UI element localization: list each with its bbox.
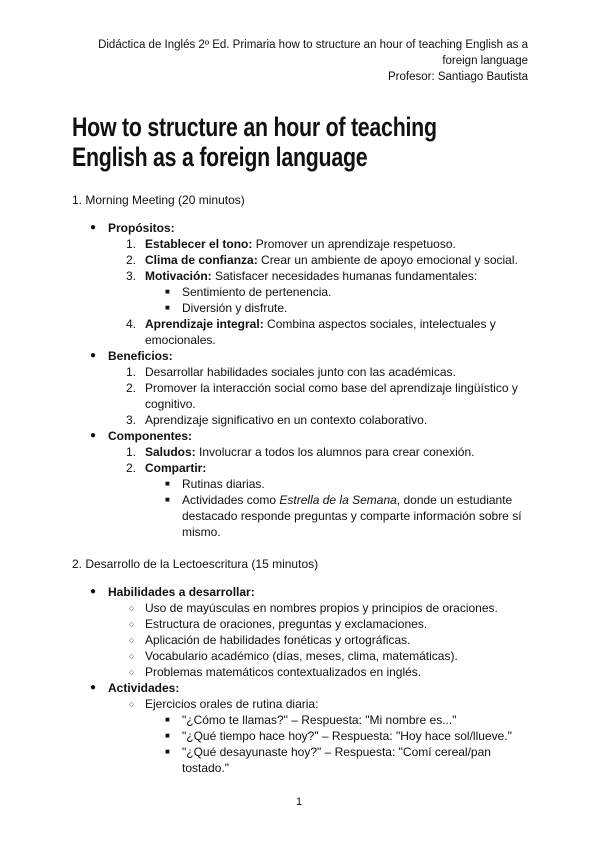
list-item: ● Componentes: 1. Saludos: Involucrar a todos los alumnos para crear conexión. 2. Compartir: ■ Rutinas diarias. ■ Actividades como Estrella de la Semana, donde un estudiante destacado responde preguntas y comparte información sobre sí mismo. <box>72 428 532 540</box>
sub-list <box>145 476 532 540</box>
header-professor: Profesor: Santiago Bautista <box>388 71 528 83</box>
circle-bullet-icon: ○ <box>129 667 135 677</box>
circle-bullet-icon: ○ <box>129 603 135 613</box>
document-body <box>72 192 532 776</box>
document-title: How to structure an hour of teaching English as a foreign language <box>72 112 437 172</box>
list-item: 4. Aprendizaje integral: Combina aspectos sociales, intelectuales y emocionales. <box>126 317 496 347</box>
list-item: ■ "¿Cómo te llamas?" – Respuesta: "Mi nombre es..." <box>165 713 457 727</box>
sub-list <box>145 712 532 776</box>
circle-bullet-icon: ○ <box>129 651 135 661</box>
list-item: 2. Clima de confianza: Crear un ambiente de apoyo emocional y social. <box>126 253 518 267</box>
square-bullet-icon: ■ <box>165 715 170 724</box>
list-item: 1. Desarrollar habilidades sociales junto con las académicas. <box>126 365 456 379</box>
bullet-icon: ● <box>90 682 97 693</box>
list-item: ● Actividades: ○ Ejercicios orales de rutina diaria: ■ "¿Cómo te llamas?" – Respuesta: "Mi nombre es..." ■ "¿Qué tiempo hace hoy?" – Respuesta: "Hoy hace sol/llueve." ■ "¿Qué desayunaste hoy?" – Respuesta: "Comí cereal/pan tostado." <box>72 680 532 776</box>
list-item: ● Beneficios: 1. Desarrollar habilidades sociales junto con las académicas. 2. Promover la interacción social como base del aprendizaje lingüístico y cognitivo. 3. Aprendizaje significativo en un contexto colaborativo. <box>72 348 532 428</box>
list-item: ■ Diversión y disfrute. <box>165 301 288 315</box>
section1-list <box>72 220 532 540</box>
circle-bullet-icon: ○ <box>129 619 135 629</box>
sub-list <box>108 696 532 776</box>
circle-bullet-icon: ○ <box>129 635 135 645</box>
numbered-list <box>108 236 532 348</box>
list-item: 1. Saludos: Involucrar a todos los alumnos para crear conexión. <box>126 445 475 459</box>
section2-list <box>72 584 532 776</box>
numbered-list <box>108 444 532 540</box>
list-item: ■ Actividades como Estrella de la Semana, donde un estudiante destacado responde preguntas y comparte información sobre sí mismo. <box>165 493 522 539</box>
list-item: ○ Ejercicios orales de rutina diaria: ■ "¿Cómo te llamas?" – Respuesta: "Mi nombre es..." ■ "¿Qué tiempo hace hoy?" – Respuesta: "Hoy hace sol/llueve." ■ "¿Qué desayunaste hoy?" – Respuesta: "Comí cereal/pan tostado." <box>108 696 532 776</box>
sub-list <box>145 284 532 316</box>
list-item: ○ Uso de mayúsculas en nombres propios y principios de oraciones. <box>129 601 498 615</box>
list-item: ● Propósitos: 1. Establecer el tono: Promover un aprendizaje respetuoso. 2. Clima de confianza: Crear un ambiente de apoyo emocional y social. 3. Motivación: Satisfacer necesidades humanas fundamentales: ■ Sentimiento de pertenencia. ■ Diversión y disfrute. 4. Aprendizaje integral: Combina aspectos sociales, intelectuales y emocionales. <box>72 220 532 348</box>
list-item: ○ Estructura de oraciones, preguntas y exclamaciones. <box>129 617 428 631</box>
list-item: ■ Rutinas diarias. <box>165 477 265 491</box>
list-item: ○ Vocabulario académico (días, meses, clima, matemáticas). <box>129 649 458 663</box>
section-heading: 2. Desarrollo de la Lectoescritura (15 minutos) <box>72 557 319 571</box>
list-item: ■ "¿Qué desayunaste hoy?" – Respuesta: "Comí cereal/pan tostado." <box>165 745 491 775</box>
list-item: 1. Establecer el tono: Promover un aprendizaje respetuoso. <box>126 237 456 251</box>
list-item: ○ Aplicación de habilidades fonéticas y ortográficas. <box>129 633 411 647</box>
square-bullet-icon: ■ <box>165 747 170 756</box>
list-item: 2. Compartir: ■ Rutinas diarias. ■ Actividades como Estrella de la Semana, donde un estudiante destacado responde preguntas y comparte información sobre sí mismo. <box>108 460 532 540</box>
square-bullet-icon: ■ <box>165 287 170 296</box>
bullet-icon: ● <box>90 430 97 441</box>
list-item: 2. Promover la interacción social como base del aprendizaje lingüístico y cognitivo. <box>126 381 518 411</box>
bullet-icon: ● <box>90 586 97 597</box>
list-item: ● Habilidades a desarrollar: ○ Uso de mayúsculas en nombres propios y principios de oraciones. ○ Estructura de oraciones, preguntas y exclamaciones. ○ Aplicación de habilidades fonéticas y ortográficas. ○ Vocabulario académico (días, meses, clima, matemáticas). ○ Problemas matemáticos contextualizados en inglés. <box>72 584 532 680</box>
page-header <box>68 37 528 85</box>
list-item: 3. Aprendizaje significativo en un contexto colaborativo. <box>126 413 428 427</box>
list-item: ■ Sentimiento de pertenencia. <box>165 285 332 299</box>
section-heading: 1. Morning Meeting (20 minutos) <box>72 193 245 207</box>
square-bullet-icon: ■ <box>165 303 170 312</box>
header-course-title: Didáctica de Inglés 2º Ed. Primaria how to structure an hour of teaching English as a foreign language <box>98 39 528 67</box>
square-bullet-icon: ■ <box>165 479 170 488</box>
bullet-icon: ● <box>90 350 97 361</box>
list-item: ○ Problemas matemáticos contextualizados en inglés. <box>129 665 422 679</box>
square-bullet-icon: ■ <box>165 495 170 504</box>
list-item: 3. Motivación: Satisfacer necesidades humanas fundamentales: ■ Sentimiento de pertenencia. ■ Diversión y disfrute. <box>108 268 532 316</box>
sub-list <box>108 600 532 680</box>
square-bullet-icon: ■ <box>165 731 170 740</box>
page-number: 1 <box>296 796 303 808</box>
circle-bullet-icon: ○ <box>129 699 135 709</box>
numbered-list <box>108 364 532 428</box>
list-item: ■ "¿Qué tiempo hace hoy?" – Respuesta: "Hoy hace sol/llueve." <box>165 729 512 743</box>
bullet-icon: ● <box>90 222 97 233</box>
